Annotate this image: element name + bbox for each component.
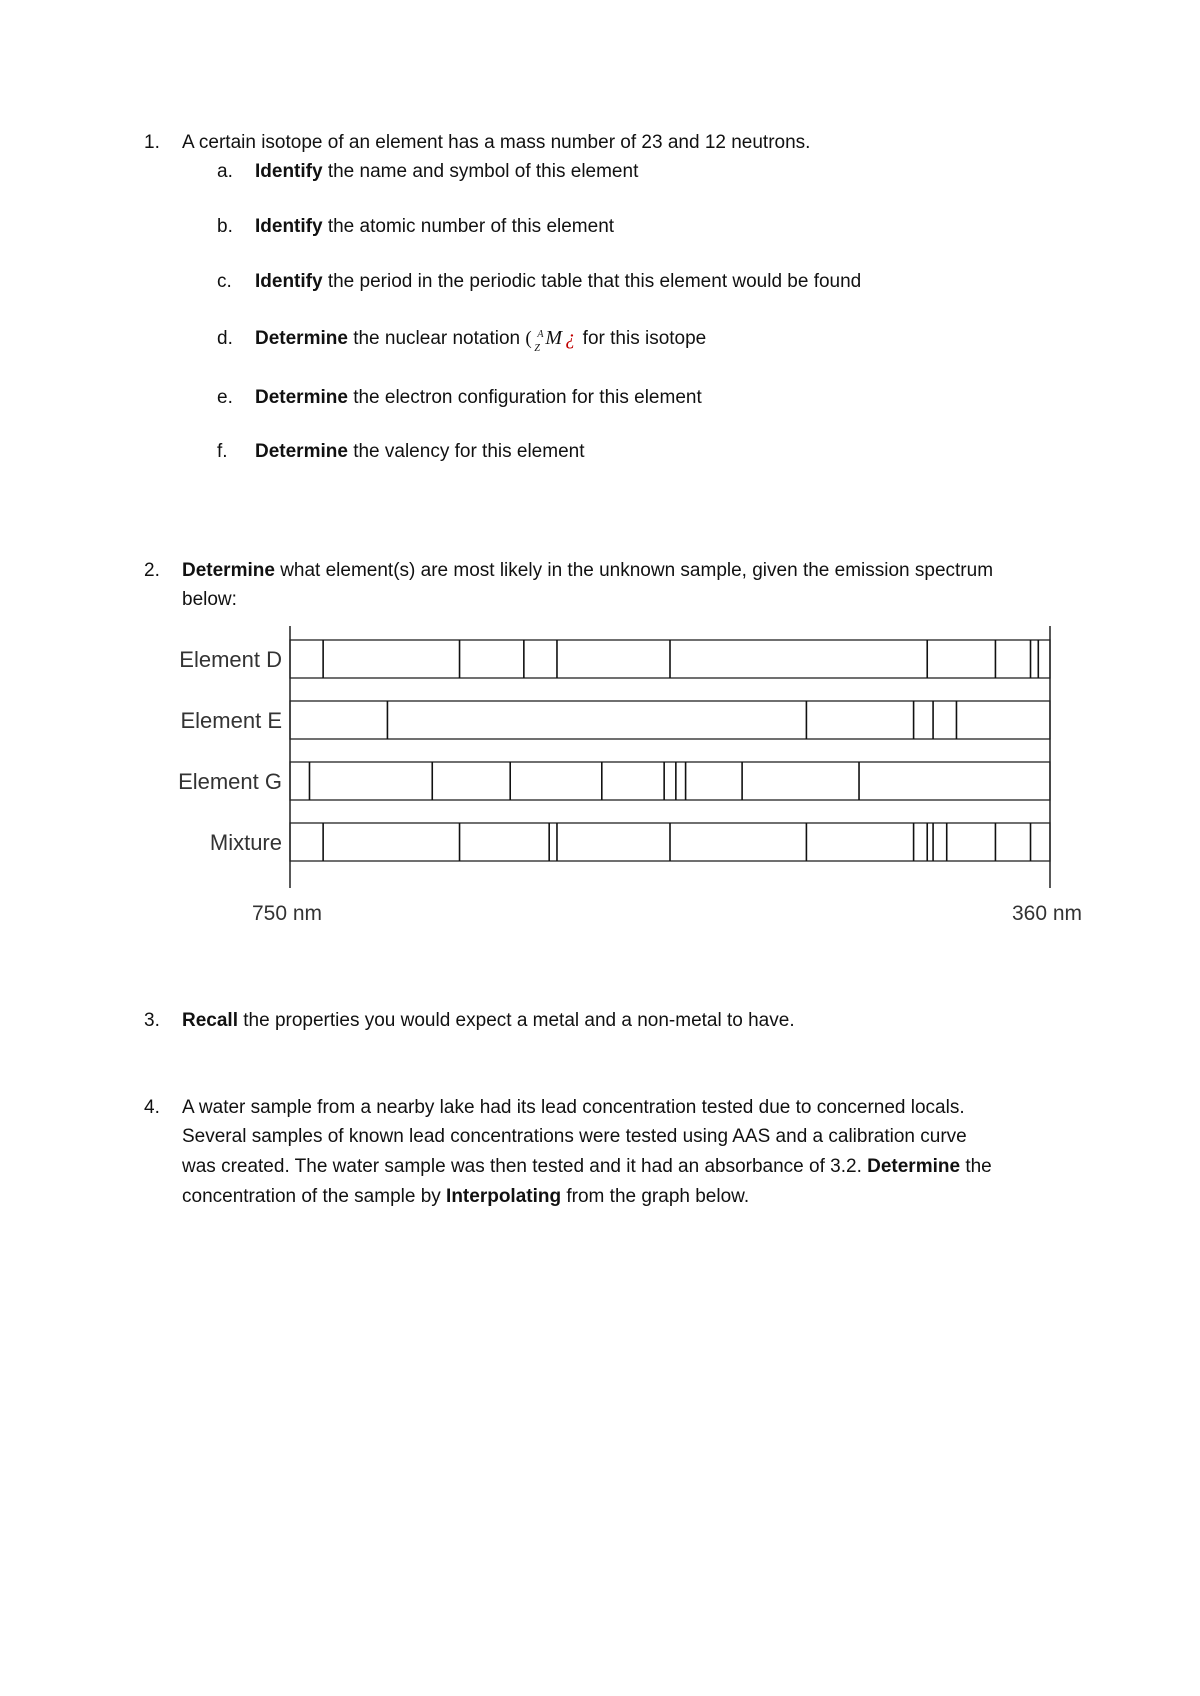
spectrum-row <box>178 762 1050 800</box>
part-body <box>255 437 585 466</box>
question-line-1 <box>182 556 993 585</box>
question-1c <box>217 267 1117 297</box>
question-3 <box>144 1006 1144 1036</box>
question-number: 1. <box>144 132 160 153</box>
notation-paren: ( <box>525 328 532 349</box>
row-label: Mixture <box>209 830 282 855</box>
keyword: Determine <box>182 560 275 581</box>
question-number: 3. <box>144 1010 160 1031</box>
question-text: the properties you would expect a metal and a non-metal to have. <box>237 1010 795 1031</box>
question-line-2: Several samples of known lead concentrations were tested using AAS and a calibration curve <box>182 1126 967 1147</box>
part-letter: c. <box>217 271 232 292</box>
question-1e <box>217 383 1117 413</box>
part-letter: a. <box>217 161 233 182</box>
question-text: what element(s) are most likely in the unknown sample, given the emission spectrum <box>274 560 994 581</box>
line-text: the <box>960 1156 992 1177</box>
part-body <box>255 157 638 186</box>
question-number: 4. <box>144 1097 160 1118</box>
axis-start-label: 750 nm <box>252 902 323 925</box>
question-line-1: A water sample from a nearby lake had its lead concentration tested due to concerned locals. <box>182 1097 965 1118</box>
part-letter: d. <box>217 328 233 349</box>
question-text-line <box>182 1006 795 1035</box>
part-text: the electron configuration for this element <box>347 387 702 408</box>
question-2 <box>144 556 1154 616</box>
line-text: was created. The water sample was then tested and it had an absorbance of 3.2. <box>182 1156 868 1177</box>
row-label: Element G <box>178 769 282 794</box>
keyword: Identify <box>255 271 323 292</box>
keyword: Determine <box>867 1156 961 1177</box>
part-letter: f. <box>217 441 228 462</box>
spectrum-rows <box>178 640 1050 861</box>
line-text: concentration of the sample by <box>182 1186 447 1207</box>
part-text: the name and symbol of this element <box>322 161 639 182</box>
spectrum-row <box>181 701 1051 739</box>
part-text: the atomic number of this element <box>322 216 615 237</box>
axis-end-label: 360 nm <box>1012 902 1083 925</box>
notation-mass-symbol: A <box>537 329 544 340</box>
part-letter: e. <box>217 387 233 408</box>
keyword: Determine <box>255 387 348 408</box>
question-line-2: below: <box>182 589 237 610</box>
question-line-3 <box>182 1152 992 1181</box>
line-text: from the graph below. <box>561 1186 750 1207</box>
question-line-4 <box>182 1182 749 1211</box>
question-1b <box>217 212 1117 242</box>
keyword: Recall <box>182 1010 238 1031</box>
question-1f <box>217 437 1117 467</box>
keyword: Identify <box>255 216 323 237</box>
spectrum-band <box>290 701 1050 739</box>
part-text: the period in the periodic table that this element would be found <box>322 271 862 292</box>
keyword: Determine <box>255 328 348 349</box>
nuclear-notation <box>525 324 577 353</box>
keyword: Identify <box>255 161 323 182</box>
question-number: 2. <box>144 560 160 581</box>
row-label: Element E <box>180 708 282 733</box>
notation-glyph: ¿ <box>565 327 576 349</box>
part-letter: b. <box>217 216 233 237</box>
question-4 <box>144 1093 1154 1213</box>
part-body <box>255 324 706 353</box>
keyword: Interpolating <box>446 1186 562 1207</box>
spectrum-band <box>290 762 1050 800</box>
row-label: Element D <box>179 647 282 672</box>
notation-atomic-symbol: Z <box>534 343 540 354</box>
part-text-after: for this isotope <box>577 328 707 349</box>
question-text: A certain isotope of an element has a mass number of 23 and 12 neutrons. <box>182 132 811 153</box>
part-body <box>255 267 861 296</box>
part-body <box>255 212 614 241</box>
question-1d <box>217 324 1117 358</box>
spectrum-row <box>210 823 1050 861</box>
question-1 <box>144 128 1144 158</box>
part-text: the valency for this element <box>347 441 585 462</box>
emission-spectrum <box>150 626 1090 926</box>
notation-element-symbol: M <box>545 327 563 349</box>
part-text-before: the nuclear notation <box>347 328 526 349</box>
question-1a <box>217 157 1117 187</box>
keyword: Determine <box>255 441 348 462</box>
part-body <box>255 383 702 412</box>
spectrum-row <box>179 640 1050 678</box>
